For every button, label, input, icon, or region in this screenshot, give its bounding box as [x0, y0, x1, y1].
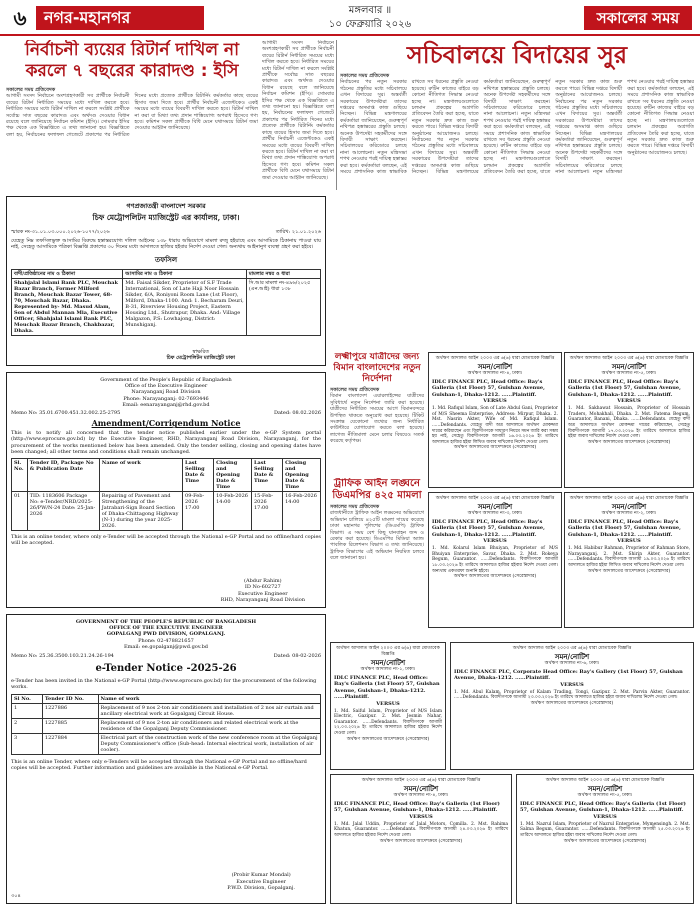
- tender1-line5: Email: eenarayanganj@rhd.gov.bd: [122, 401, 210, 408]
- legal-ad-top: অর্থঋণ আদালত আইন ২০০৩ এর ৬(৬) ধারা মোতাবেক বিজ্ঞপ্তি: [512, 646, 632, 651]
- tender2-signer-div: P.W.D. Division, Gopalganj.: [227, 884, 295, 891]
- tender2-footer: This is an online Tender, where only e-Tenders will be accepted through the National e-GP Portal and no offline/hard copies will be accepted. Further information and guidelines are available in the National e-GP Portal.: [11, 758, 307, 771]
- court-col-plaintiff: বাদী/প্রতিষ্ঠানের নাম ও ঠিকানা: [12, 269, 123, 278]
- tender1-line2: Office of the Executive Engineer: [124, 383, 208, 390]
- tender2-signer-title: Executive Engineer: [236, 878, 286, 885]
- legal-ad-company: IDLC FINANCE PLC, Head Office: Bay's Galleria (1st Floor) 57, Gulshan Avenue, Gulshan-1, Dhaka-1212. ......Plaintiff.: [568, 519, 681, 538]
- tender2-h-work: Name of work: [98, 694, 321, 703]
- tender2-r3-id: 1227884: [42, 733, 98, 754]
- tender1-sl: 01: [12, 492, 28, 531]
- tender1-h-id: Tender ID, Package No & Publication Date: [27, 459, 99, 492]
- court-body: যেহেতু নিম্ন তফসিলভুক্ত আসামির বিরুদ্ধে হস্তান্তরযোগ্য দলিল আইনের ১৩৮ ধারায় অভিযোগে মামলা রুজু হইয়াছে এবং আসামিকে ঠিকানায় পাওয়া যায় নাই, সেহেতু আসামিকে পত্রিকা বিজ্ঞপ্তি প্রকাশের ৩০ দিনের মধ্যে আদালতে হাজির হইবার নির্দেশ দেওয়া গেল। অন্যথায় আইনানুগ ব্যবস্থা গ্রহণ করা হইবে।: [11, 238, 321, 251]
- legal-ad-top: অর্থঋণ আদালত আইন ২০০৩ এর ৬(৬) ধারা মোতাবেক বিজ্ঞপ্তি: [545, 778, 665, 783]
- tender1-id: TID: 1183606 Package No: e-Tender/NRD/2025-26/PW/N-24 Date: 25-Jan-2026: [27, 492, 99, 531]
- tender1-h-old-sell: Last Selling Date & Time: [183, 459, 214, 492]
- legal-ad-company: IDLC FINANCE PLC, Corporate Head Office: Bay's Gallery (1st Floor) 57, Gulshan Avenue, Dhaka-1212. ......Plaintiff.: [454, 669, 683, 682]
- legal-ad-sign: অর্থঋণ আদালতের আদেশক্রমে (সেরেস্তাদার): [587, 439, 671, 445]
- legal-ad-company: IDLC FINANCE PLC, Head Office: Bay's Galleria (1st Floor) 57, Gulshan Avenue, Gulshan-1, Dhaka-1212. ......Plaintiff.: [432, 519, 545, 538]
- legal-ad-heading: সমন/নোটিশ: [370, 658, 406, 667]
- legal-ad-company: IDLC FINANCE PLC, Head Office: Bay's Galleria (1st Floor) 57, Gulshan Avenue, Gulshan-1, Dhaka-1212. ......Plaintiff.: [334, 801, 500, 814]
- page-number: ৬: [6, 6, 34, 30]
- tender2-r1-id: 1227886: [42, 703, 98, 718]
- tender1-signer-div: RHD, Narayanganj Road Division: [220, 596, 305, 603]
- tender2-signature: [227, 872, 295, 891]
- legal-ad-sign: অর্থঋণ আদালতের আদেশক্রমে (সেরেস্তাদার): [563, 838, 647, 844]
- legal-ad-court: অর্থঋণ আদালত নং-৪, ঢাকা।: [467, 371, 523, 376]
- court-col-case: মামলার নম্বর ও ধারা: [246, 269, 320, 278]
- legal-ad-heading: সমন/নোটিশ: [587, 784, 623, 793]
- legal-ad-versus: VERSUS: [560, 681, 584, 688]
- legal-ad-versus: VERSUS: [483, 538, 507, 545]
- tender2-ref: ৩০৪: [11, 892, 21, 899]
- court-accused: Md. Faisal Sikder, Proprietor of S.F Trade International, Son of Late Haji Noor Hossain Sikder, 6/A, Roniyoni Room Lane (1st Floor), Milford, Dhaka-1100. And: 1. Becharam Deuri, B-31, Riverview Housing Project, Eastern Housing Ltd., Shutrapur, Dhaka. And: Village Malgazon, P.S: Lowhajong, District: Munshiganj.: [123, 278, 247, 335]
- legal-ad-versus: VERSUS: [483, 398, 507, 405]
- story2-body-part2: নির্বাচনের পর নতুন সরকার গঠনের প্রস্তুতির মধ্যে সচিবালয়ে এখন বিদায়ের সুর। অন্তর্বর্তী সরকারের উপদেষ্টারা তাদের দপ্তরের অসমাপ্ত কাজ গুছিয়ে নিচ্ছেন। বিভিন্ন মন্ত্রণালয়ের কর্মকর্তারা জানিয়েছেন, গুরুত্বপূর্ণ নথিপত্র হস্তান্তরের প্রস্তুতি চলছে। অনেক উপদেষ্টা সহকর্মীদের সঙ্গে বিদায়ী সাক্ষাৎ করছেন। সচিবালয়ের করিডোরে চলছে নানা আলোচনা। নতুন মন্ত্রিসভা শপথ নেওয়ার পরই দায়িত্ব হস্তান্তর করা হবে। কর্মকর্তারা বলছেন, এই সময়ে প্রশাসনিক কাজ স্বাভাবিক রাখতে সব ধরনের প্রস্তুতি নেওয়া হয়েছে। রুটিন কাজের বাইরে বড় কোনো নীতিগত সিদ্ধান্ত নেওয়া হচ্ছে না। মন্ত্রণালয়গুলোতে চলমান প্রকল্পের অগ্রগতি প্রতিবেদন তৈরি করা হচ্ছে, যাতে নতুন সরকার দ্রুত কাজ শুরু করতে পারে। বিভিন্ন দপ্তরে বিদায়ী অনুষ্ঠানের আয়োজনও চলছে।: [411, 79, 623, 176]
- issue-date: [300, 4, 440, 32]
- tender1-signer-title: Executive Engineer: [237, 590, 288, 597]
- tender1-h-old-close: Closing and Opening Date & Time: [214, 459, 252, 492]
- legal-ad-body: 1. Md. Kolarul Islam Bhuiyan, Proprietor of M/S Bhuiyan Enterprise, Savar, Dhaka. 2. Mst. Rokeya Begum, Guarantor. ......Defendants. বিবাদীগণকে আগামী ১৮.০৩.২০২৬ ইং তারিখে আদালতে হাজির হইবার নির্দেশ দেওয়া গেল। অন্যথায় একতরফা শুনানি হইবে।: [432, 546, 558, 574]
- tender1-memo: Memo No: 35.01.6700.451.32.002.25-2795: [11, 410, 121, 417]
- tender1-line4: Phone: Narayanganj: 02-7693446: [123, 395, 209, 402]
- tender2-intro: e-Tender has been invited in the National e-GP Portal (http://www.eprocure.gov.bd) for the procurement of the following works.: [11, 678, 317, 691]
- tender1-footer: This is an online tender, where only e-Tender will be accepted through the National e-GP Portal and no offline/hard copies will be accepted.: [11, 534, 322, 547]
- tender2-line1: GOVERNMENT OF THE PEOPLE'S REPUBLIC OF BANGLADESH: [75, 619, 257, 625]
- story-election-return: [6, 40, 258, 190]
- legal-ad-court: অর্থঋণ আদালত নং-৫, ঢাকা।: [577, 793, 633, 798]
- legal-ad-sign: অর্থঋণ আদালতের আদেশক্রমে (সেরেস্তাদার): [453, 445, 537, 451]
- tender1-new-close: 16-Feb-2026 14:00: [283, 492, 321, 531]
- legal-ad-top: অর্থঋণ আদালত আইন ২০০৩ এর ৬(৬) ধারা মোতাবেক বিজ্ঞপ্তি: [435, 496, 555, 501]
- legal-ad-versus: VERSUS: [409, 813, 433, 820]
- legal-ad-sign: অর্থঋণ আদালতের আদেশক্রমে (সেরেস্তাদার): [587, 568, 671, 574]
- court-govt: গণপ্রজাতন্ত্রী বাংলাদেশ সরকার: [126, 202, 206, 210]
- legal-ad-sign: অর্থঋণ আদালতের আদেশক্রমে (সেরেস্তাদার): [379, 838, 463, 844]
- tender2-line4: Phone: 02-478821657: [138, 637, 194, 644]
- tender2-line5: Email: ee.gopalganj@pwd.gov.bd: [124, 643, 208, 650]
- story1-continuation: [262, 40, 334, 190]
- tender2-r2-id: 1227885: [42, 718, 98, 733]
- legal-ad: [330, 642, 446, 770]
- legal-ad-company: IDLC FINANCE PLC, Head Office: Bay's Galleria (1st Floor) 57, Gulshan Avenue, Gulshan-1, Dhaka-1212. ......Plaintiff.: [432, 379, 545, 398]
- legal-ad-sign: অর্থঋণ আদালতের আদেশক্রমে (সেরেস্তাদার): [346, 736, 430, 742]
- legal-ad-body: 1. Md. Habibur Rahman, Proprietor of Rahman Store, Narayanganj. 2. Mst. Shirin Akter, Guarantor. ......Defendants. বিবাদীগণকে আগামী ১৯.০৩.২০২৬ ইং তারিখে আদালতে হাজির হইয়া লিখিত জবাব দাখিলের নির্দেশ দেওয়া গেল।: [568, 546, 690, 568]
- tender1-table-row: [12, 492, 321, 531]
- legal-ad-court: অর্থঋণ আদালত নং-৩, ঢাকা।: [467, 511, 523, 516]
- legal-ad-court: অর্থঋণ আদালত নং-৬, ঢাকা।: [544, 661, 600, 666]
- court-plaintiff: Shahjalal Islami Bank PLC, Mouchak Bazar Branch, Former Milford Branch, Mouchak Bazar Tower, 68-70, Mouchak Bazar, Dhaka. Represented by- Md. Masud Alam, Son of Abdul Mannan Mia, Executive Officer, Shahjalal Islami Bank PLC, Mouchak Bazar Branch, Chakbazar, Dhaka.: [12, 278, 123, 335]
- column-divider: [336, 40, 337, 190]
- tender1-table: [11, 458, 321, 531]
- tender2-table: [11, 694, 321, 755]
- legal-ad-company: IDLC FINANCE PLC, Head Office: Bay's Galleria (1st Floor) 57, Gulshan Avenue, Gulshan-1, Dhaka-1212. ......Plaintiff.: [520, 801, 686, 814]
- tender1-line1: Government of the People's Republic of Bangladesh: [100, 377, 232, 383]
- story4-body: রাজধানীতে ট্রাফিক আইন লঙ্ঘনের অভিযোগে অভিযান চালিয়ে ৪২৫টি মামলা দায়ের করেছে ঢাকা মহানগর পুলিশের (ডিএমপি) ট্রাফিক বিভাগ। এ সময় বেশ কিছু যানবাহন জব্দ ও রেকার করা হয়েছে। ডিএমপির মিডিয়া অ্যান্ড পাবলিক রিলেশনস বিভাগ এ তথ্য জানিয়েছে। ট্রাফিক বিভাগের এই অভিযান নিয়মিত চলবে বলে জানানো হয়।: [330, 510, 424, 562]
- legal-ad-top: অর্থঋণ আদালত আইন ২০০৩ এর ৬(৬) ধারা মোতাবেক বিজ্ঞপ্তি: [336, 646, 440, 657]
- section-title: নগর-মহানগর: [36, 6, 204, 30]
- legal-ad: [564, 492, 694, 628]
- page-header: [0, 0, 700, 36]
- legal-ad-body: 1. Md. Abul Kalam, Proprietor of Kalam Trading, Tongi, Gazipur. 2. Mst. Parvin Akter, Guarantor. ......Defendants. বিবাদীগণকে আগামী ২৩.০৩.২০২৬ ইং তারিখে আদালতে হাজির হইয়া জবাব দাখিলের নির্দেশ দেওয়া গেল।: [454, 689, 690, 701]
- legal-ad-court: অর্থঋণ আদালত নং-৫, ঢাকা।: [601, 371, 657, 376]
- tender1-signer: (Abdur Rahim): [244, 578, 282, 585]
- legal-ad-body: 1. Md. Rafiqul Islam, Son of Late Abdul Gani, Proprietor of M/S Sheema Enterprise, Address: Mirpur, Dhaka. 2. Mst. Nasrin Akter, Wife of Md. Rafiqul Islam. ......Defendants. যেহেতু বাদী অত্র আদালতে অর্থঋণ মোকদ্দমা দায়ের করিয়াছেন এবং বিবাদীগণকে সাধারণ নিয়মে সমন জারি করা সম্ভব হয় নাই, সেহেতু বিবাদীগণকে আগামী ১৬.০৩.২০২৬ ইং তারিখে আদালতে হাজির হইয়া লিখিত জবাব দাখিলের নির্দেশ দেওয়া গেল।: [432, 406, 558, 445]
- story3-headline: লক্ষ্মীপুরে যাত্রীদের জন্য বিমান বাংলাদেশের নতুন নির্দেশনা: [333, 352, 421, 384]
- legal-ad: [516, 774, 694, 904]
- legal-ad: [564, 352, 694, 488]
- legal-ad-court: অর্থঋণ আদালত নং-২, ঢাকা।: [601, 511, 657, 516]
- tender2-r1-work: Replacement of 9 nos 2-ton air conditioners and installation of 2 nos air curtain and ancillary electrical work at Gopalganj Circuit House.: [98, 703, 321, 718]
- court-date: তারিখ: ২১.০১.২০২৬: [275, 229, 321, 235]
- tender2-line3: GOPALGANJ PWD DIVISION, GOPALGANJ.: [106, 631, 226, 638]
- tender1-new-sell: 15-Feb-2026 17:00: [252, 492, 283, 531]
- story2-body: [340, 79, 694, 339]
- story-traffic: [330, 478, 424, 638]
- legal-ad-versus: VERSUS: [617, 538, 641, 545]
- tender2-memo-row: [11, 653, 321, 659]
- tender1-title: Amendment/Corrigendum Notice: [91, 418, 241, 429]
- tender1-date: Dated: 08.02.2026: [273, 410, 321, 417]
- story2-body-part1: নির্বাচনের পর নতুন সরকার গঠনের প্রস্তুতির মধ্যে সচিবালয়ে এখন বিদায়ের সুর। অন্তর্বর্তী সরকারের উপদেষ্টারা তাদের দপ্তরের অসমাপ্ত কাজ গুছিয়ে নিচ্ছেন। বিভিন্ন মন্ত্রণালয়ের কর্মকর্তারা জানিয়েছেন, গুরুত্বপূর্ণ নথিপত্র হস্তান্তরের প্রস্তুতি চলছে। অনেক উপদেষ্টা সহকর্মীদের সঙ্গে বিদায়ী সাক্ষাৎ করছেন। সচিবালয়ের করিডোরে চলছে নানা আলোচনা। নতুন মন্ত্রিসভা শপথ নেওয়ার পরই দায়িত্ব হস্তান্তর করা হবে। কর্মকর্তারা বলছেন, এই সময়ে প্রশাসনিক কাজ স্বাভাবিক রাখতে সব ধরনের প্রস্তুতি নেওয়া হয়েছে। রুটিন কাজের বাইরে বড় কোনো নীতিগত সিদ্ধান্ত নেওয়া হচ্ছে না। মন্ত্রণালয়গুলোতে চলমান প্রকল্পের অগ্রগতি প্রতিবেদন তৈরি করা হচ্ছে, যাতে নতুন সরকার দ্রুত কাজ শুরু করতে পারে। বিভিন্ন দপ্তরে বিদায়ী অনুষ্ঠানের আয়োজনও চলছে।: [340, 79, 479, 176]
- story3-byline: সকালের সময় প্রতিবেদক: [330, 387, 380, 393]
- legal-ad-sign: অর্থঋণ আদালতের আদেশক্রমে (সেরেস্তাদার): [453, 574, 537, 580]
- legal-ad-top: অর্থঋণ আদালত আইন ২০০৩ এর ৬(৬) ধারা মোতাবেক বিজ্ঞপ্তি: [435, 356, 555, 361]
- legal-ad-heading: সমন/নোটিশ: [477, 502, 513, 511]
- tender2-signer: (Probir Kumar Mondal): [231, 872, 291, 879]
- issue-day: মঙ্গলবার ॥: [348, 5, 392, 16]
- legal-ad: [330, 774, 512, 904]
- legal-ad-versus: VERSUS: [617, 398, 641, 405]
- legal-ad-court: অর্থঋণ আদালত নং-৪, ঢাকা।: [393, 793, 449, 798]
- court-table-header: [12, 269, 321, 278]
- court-schedule-title: তফসিল: [154, 254, 178, 264]
- tender1-line3: Narayanganj Road Division: [131, 389, 201, 396]
- tender2-table-row: [12, 718, 321, 733]
- tender2-r2-sl: 2: [12, 718, 43, 733]
- story-secretariat: [340, 40, 694, 350]
- legal-ad-top: অর্থঋণ আদালত আইন ২০০৩ এর ৬(৬) ধারা মোতাবেক বিজ্ঞপ্তি: [569, 496, 689, 501]
- tender-notice-narayanganj: [6, 372, 326, 608]
- court-table-row: [12, 278, 321, 335]
- legal-ad-versus: VERSUS: [376, 700, 400, 707]
- tender1-h-sl: Sl. No.: [12, 459, 28, 492]
- court-signer: স্বাক্ষরিত: [192, 348, 210, 355]
- tender2-title: e-Tender Notice -2025-26: [95, 663, 237, 675]
- legal-ad-body: 1. Md. Sakhawat Hossain, Proprietor of Hossain Traders, Mohakhali, Dhaka. 2. Mst. Fatema Begum, Guarantor, Banani, Dhaka. ......Defendants. যেহেতু বাদী অত্র আদালতে অর্থঋণ মোকদ্দমা দায়ের করিয়াছেন, সেহেতু বিবাদীগণকে আগামী ১৭.০৩.২০২৬ ইং তারিখে আদালতে হাজির হইয়া জবাব দাখিলের নির্দেশ দেওয়া গেল।: [568, 406, 690, 440]
- tender2-r3-work: Electrical part of the construction work of the new conference room at the Gopalganj Deputy Commissioner's office (Sub-head: Internal electrical work, installation of air cooler).: [98, 733, 321, 754]
- legal-ad-versus: VERSUS: [593, 813, 617, 820]
- court-memo-row: [11, 229, 321, 235]
- story1-body-cont: আগামী সংসদ নির্বাচনে অংশগ্রহণকারী সব প্রার্থীকে নির্বাচনী ব্যয়ের রিটার্ন নির্ধারিত সময়ের মধ্যে দাখিল করতে হবে। নির্ধারিত সময়ের মধ্যে রিটার্ন দাখিল না করলে সংশ্লিষ্ট প্রার্থীকে সর্বোচ্চ সাত বছরের কারাদণ্ড এবং অর্থদণ্ড দেওয়ার বিধান রয়েছে বলে জানিয়েছে নির্বাচন কমিশন (ইসি)। সোমবার ইসির পক্ষ থেকে এক বিজ্ঞপ্তিতে এ তথ্য জানানো হয়। বিজ্ঞপ্তিতে বলা হয়, নির্বাচনের ফলাফল গেজেটে প্রকাশের পর নির্ধারিত দিনের মধ্যে প্রত্যেক প্রার্থীকে রিটার্নিং কর্মকর্তার কাছে ব্যয়ের হিসাব জমা দিতে হবে। প্রার্থীর নির্বাচনী এজেন্টকেও একই সময়ের মধ্যে ব্যয়ের বিবরণী দাখিল করতে হবে। রিটার্ন দাখিল না করা বা মিথ্যা তথ্য প্রদান শাস্তিযোগ্য অপরাধ হিসেবে গণ্য হবে। কমিশন সকল প্রার্থীকে বিধি মেনে যথাসময়ে রিটার্ন জমা দেওয়ার আহ্বান জানিয়েছে।: [262, 40, 334, 181]
- story2-headline: সচিবালয়ে বিদায়ের সুর: [406, 41, 628, 69]
- tender1-h-work: Name of work: [99, 459, 182, 492]
- legal-ad-body: 1. Md. Saiful Islam, Proprietor of M/S Islam Electric, Gazipur. 2. Mst. Jesmin Nahar, Guarantor. ......Defendants. বিবাদীগণকে আগামী ২২.০৩.২০২৬ ইং তারিখে আদালতে হাজির হইবার নির্দেশ দেওয়া গেল।: [334, 708, 442, 736]
- legal-ad-court: অর্থঋণ আদালত নং-১, ঢাকা।: [360, 667, 416, 672]
- legal-ad: [428, 352, 562, 488]
- story3-body: বিমান বাংলাদেশ এয়ারলাইন্সের যাত্রীদের সুবিধার্থে নতুন নির্দেশনা জারি করা হয়েছে। যাত্রীদের নির্ধারিত সময়ের আগে বিমানবন্দরে উপস্থিত থাকতে অনুরোধ করা হয়েছে। টিকিট সংক্রান্ত যেকোনো তথ্যের জন্য নির্ধারিত কাউন্টারে যোগাযোগ করতে বলা হয়েছে। লাগেজ নীতিমালা মেনে চলার বিষয়েও সতর্ক করেছে কর্তৃপক্ষ।: [330, 393, 424, 445]
- story2-body-part3: নির্বাচনের পর নতুন সরকার গঠনের প্রস্তুতির মধ্যে সচিবালয়ে এখন বিদায়ের সুর। অন্তর্বর্তী সরকারের উপদেষ্টারা তাদের দপ্তরের অসমাপ্ত কাজ গুছিয়ে নিচ্ছেন। বিভিন্ন মন্ত্রণালয়ের কর্মকর্তারা জানিয়েছেন, গুরুত্বপূর্ণ নথিপত্র হস্তান্তরের প্রস্তুতি চলছে। অনেক উপদেষ্টা সহকর্মীদের সঙ্গে বিদায়ী সাক্ষাৎ করছেন। সচিবালয়ের করিডোরে চলছে নানা আলোচনা। নতুন মন্ত্রিসভা শপথ নেওয়ার পরই দায়িত্ব হস্তান্তর করা হবে। কর্মকর্তারা বলছেন, এই সময়ে প্রশাসনিক কাজ স্বাভাবিক রাখতে সব ধরনের প্রস্তুতি নেওয়া হয়েছে। রুটিন কাজের বাইরে বড় কোনো নীতিগত সিদ্ধান্ত নেওয়া হচ্ছে না। মন্ত্রণালয়গুলোতে চলমান প্রকল্পের অগ্রগতি প্রতিবেদন তৈরি করা হচ্ছে, যাতে নতুন সরকার দ্রুত কাজ শুরু করতে পারে। বিভিন্ন দপ্তরে বিদায়ী অনুষ্ঠানের আয়োজনও চলছে।: [555, 79, 694, 176]
- court-signature: [167, 349, 235, 361]
- legal-ad-body: 1. Md. Nazrul Islam, Proprietor of Nazrul Enterprise, Mymensingh. 2. Mst. Salma Begum, Guarantor. ......Defendants. বিবাদীগণকে আগামী ২৫.০৩.২০২৬ ইং তারিখে আদালতে হাজির হইয়া জবাব দাখিলের নির্দেশ দেওয়া গেল।: [520, 821, 690, 838]
- legal-ad: [428, 492, 562, 628]
- tender2-h-sl: Sl No.: [12, 694, 43, 703]
- tender-notice-gopalganj: [6, 614, 326, 904]
- tender2-memo: Memo No: 25.36.3500.103.21.24.26-194: [11, 653, 114, 660]
- story-biman: [330, 352, 424, 472]
- court-signer-title: চিফ মেট্রোপলিটন ম্যাজিস্ট্রেট ঢাকা: [166, 354, 235, 361]
- tender2-h-id: Tender ID No.: [42, 694, 98, 703]
- legal-ad-body: 1. Md. Jalal Uddin, Proprietor of Jalal Motors, Comilla. 2. Mst. Rahima Khatun, Guarantor. ......Defendants. বিবাদীগণকে আগামী ২৪.০৩.২০২৬ ইং তারিখে আদালতে হাজির হইবার নির্দেশ দেওয়া গেল।: [334, 821, 508, 838]
- tender2-date: Dated: 08-02-2026: [273, 653, 321, 660]
- legal-ad-heading: সমন/নোটিশ: [554, 652, 590, 661]
- tender1-signer-id: ID No-602727: [244, 584, 281, 591]
- tender2-r1-sl: 1: [12, 703, 43, 718]
- tender2-line2: OFFICE OF THE EXECUTIVE ENGINEER: [109, 625, 223, 632]
- tender1-body: This is to notify all concerned that the tender notice published earlier under the e-GP System portal (http://www.eprocure.gov.bd) by the Executive Engineer, RHD, Narayanganj Road Division, Narayanganj, for the procurement of the works mentioned below has been amended. Only the tender selling, closing and opening dates have been changed; all other terms and conditions shall remain unchanged.: [11, 430, 321, 455]
- court-office: চিফ মেট্রোপলিটন ম্যাজিস্ট্রেট এর কার্যালয়, ঢাকা।: [92, 213, 240, 222]
- story1-headline: নির্বাচনী ব্যয়ের রিটার্ন দাখিল না করলে ৭ বছরের কারাদণ্ড : ইসি: [24, 40, 240, 81]
- legal-ad-heading: সমন/নোটিশ: [403, 784, 439, 793]
- tender1-old-sell: 09-Feb-2026 17:00: [183, 492, 214, 531]
- tender1-h-new-close: Closing and Opening Date & Time: [283, 459, 321, 492]
- story1-body: আগামী সংসদ নির্বাচনে অংশগ্রহণকারী সব প্রার্থীকে নির্বাচনী ব্যয়ের রিটার্ন নির্ধারিত সময়ের মধ্যে দাখিল করতে হবে। নির্ধারিত সময়ের মধ্যে রিটার্ন দাখিল না করলে সংশ্লিষ্ট প্রার্থীকে সর্বোচ্চ সাত বছরের কারাদণ্ড এবং অর্থদণ্ড দেওয়ার বিধান রয়েছে বলে জানিয়েছে নির্বাচন কমিশন (ইসি)। সোমবার ইসির পক্ষ থেকে এক বিজ্ঞপ্তিতে এ তথ্য জানানো হয়। বিজ্ঞপ্তিতে বলা হয়, নির্বাচনের ফলাফল গেজেটে প্রকাশের পর নির্ধারিত দিনের মধ্যে প্রত্যেক প্রার্থীকে রিটার্নিং কর্মকর্তার কাছে ব্যয়ের হিসাব জমা দিতে হবে। প্রার্থীর নির্বাচনী এজেন্টকেও একই সময়ের মধ্যে ব্যয়ের বিবরণী দাখিল করতে হবে। রিটার্ন দাখিল না করা বা মিথ্যা তথ্য প্রদান শাস্তিযোগ্য অপরাধ হিসেবে গণ্য হবে। কমিশন সকল প্রার্থীকে বিধি মেনে যথাসময়ে রিটার্ন জমা দেওয়ার আহ্বান জানিয়েছে।: [6, 93, 258, 138]
- court-schedule-table: [11, 269, 321, 336]
- story2-byline: সকালের সময় প্রতিবেদক: [340, 73, 390, 79]
- tender1-signature: [221, 578, 305, 603]
- legal-ad-heading: সমন/নোটিশ: [477, 362, 513, 371]
- legal-ad-heading: সমন/নোটিশ: [611, 362, 647, 371]
- story4-byline: সকালের সময় প্রতিবেদক: [330, 504, 380, 510]
- court-case-no: সি.আর মামলা নং-৪৯৬/২০২৫ (এন.আই) ধারা ১৩৮: [246, 278, 320, 335]
- court-notice: [6, 196, 326, 366]
- tender2-r2-work: Replacement of 9 nos 2-ton air conditioners and related electrical work at the residence of the Gopalganj Deputy Commissioner.: [98, 718, 321, 733]
- court-memo: স্মারক নং-৩১.০১.০৩.০০০.২০২৬-১০৭৭/২০২৬: [11, 229, 110, 235]
- court-col-accused: আসামির নাম ও ঠিকানা: [123, 269, 247, 278]
- tender1-old-close: 10-Feb-2026 14:00: [214, 492, 252, 531]
- tender2-table-row: [12, 733, 321, 754]
- newspaper-logo: সকালের সময়: [584, 6, 692, 30]
- tender2-table-row: [12, 703, 321, 718]
- legal-ad: [450, 642, 694, 770]
- tender2-r3-sl: 3: [12, 733, 43, 754]
- tender2-table-header: [12, 694, 321, 703]
- legal-ad-company: IDLC FINANCE PLC, Head Office: Bay's Galleria (1st Floor) 57, Gulshan Avenue, Gulshan-1, Dhaka-1212. ......Plaintiff.: [568, 379, 681, 398]
- story1-byline: সকালের সময় প্রতিবেদক: [6, 87, 56, 93]
- tender1-table-header: [12, 459, 321, 492]
- tender1-memo-row: [11, 410, 321, 416]
- legal-ad-company: IDLC FINANCE PLC, Head Office: Bay's Galleria (1st Floor) 57, Gulshan Avenue, Gulshan-1, Dhaka-1212. ......Plaintiff.: [334, 675, 440, 701]
- tender1-work: Repairing of Pavement and Strengthening of the Jatrabari-Sign Board Section of Dhaka-Chittagong Highway (N-1) during the year 2025-2026.: [99, 492, 182, 531]
- legal-ad-top: অর্থঋণ আদালত আইন ২০০৩ এর ৬(৬) ধারা মোতাবেক বিজ্ঞপ্তি: [361, 778, 481, 783]
- legal-ad-sign: অর্থঋণ আদালতের আদেশক্রমে (সেরেস্তাদার): [530, 701, 614, 706]
- legal-ad-heading: সমন/নোটিশ: [611, 502, 647, 511]
- tender1-h-new-sell: Last Selling Date & Time: [252, 459, 283, 492]
- story4-headline: ট্রাফিক আইন লঙ্ঘনে ডিএমপির ৪২৫ মামলা: [332, 478, 422, 501]
- legal-ad-top: অর্থঋণ আদালত আইন ২০০৩ এর ৬(৬) ধারা মোতাবেক বিজ্ঞপ্তি: [569, 356, 689, 361]
- issue-date-text: ১০ ফেব্রুয়ারি ২০২৬: [328, 19, 412, 30]
